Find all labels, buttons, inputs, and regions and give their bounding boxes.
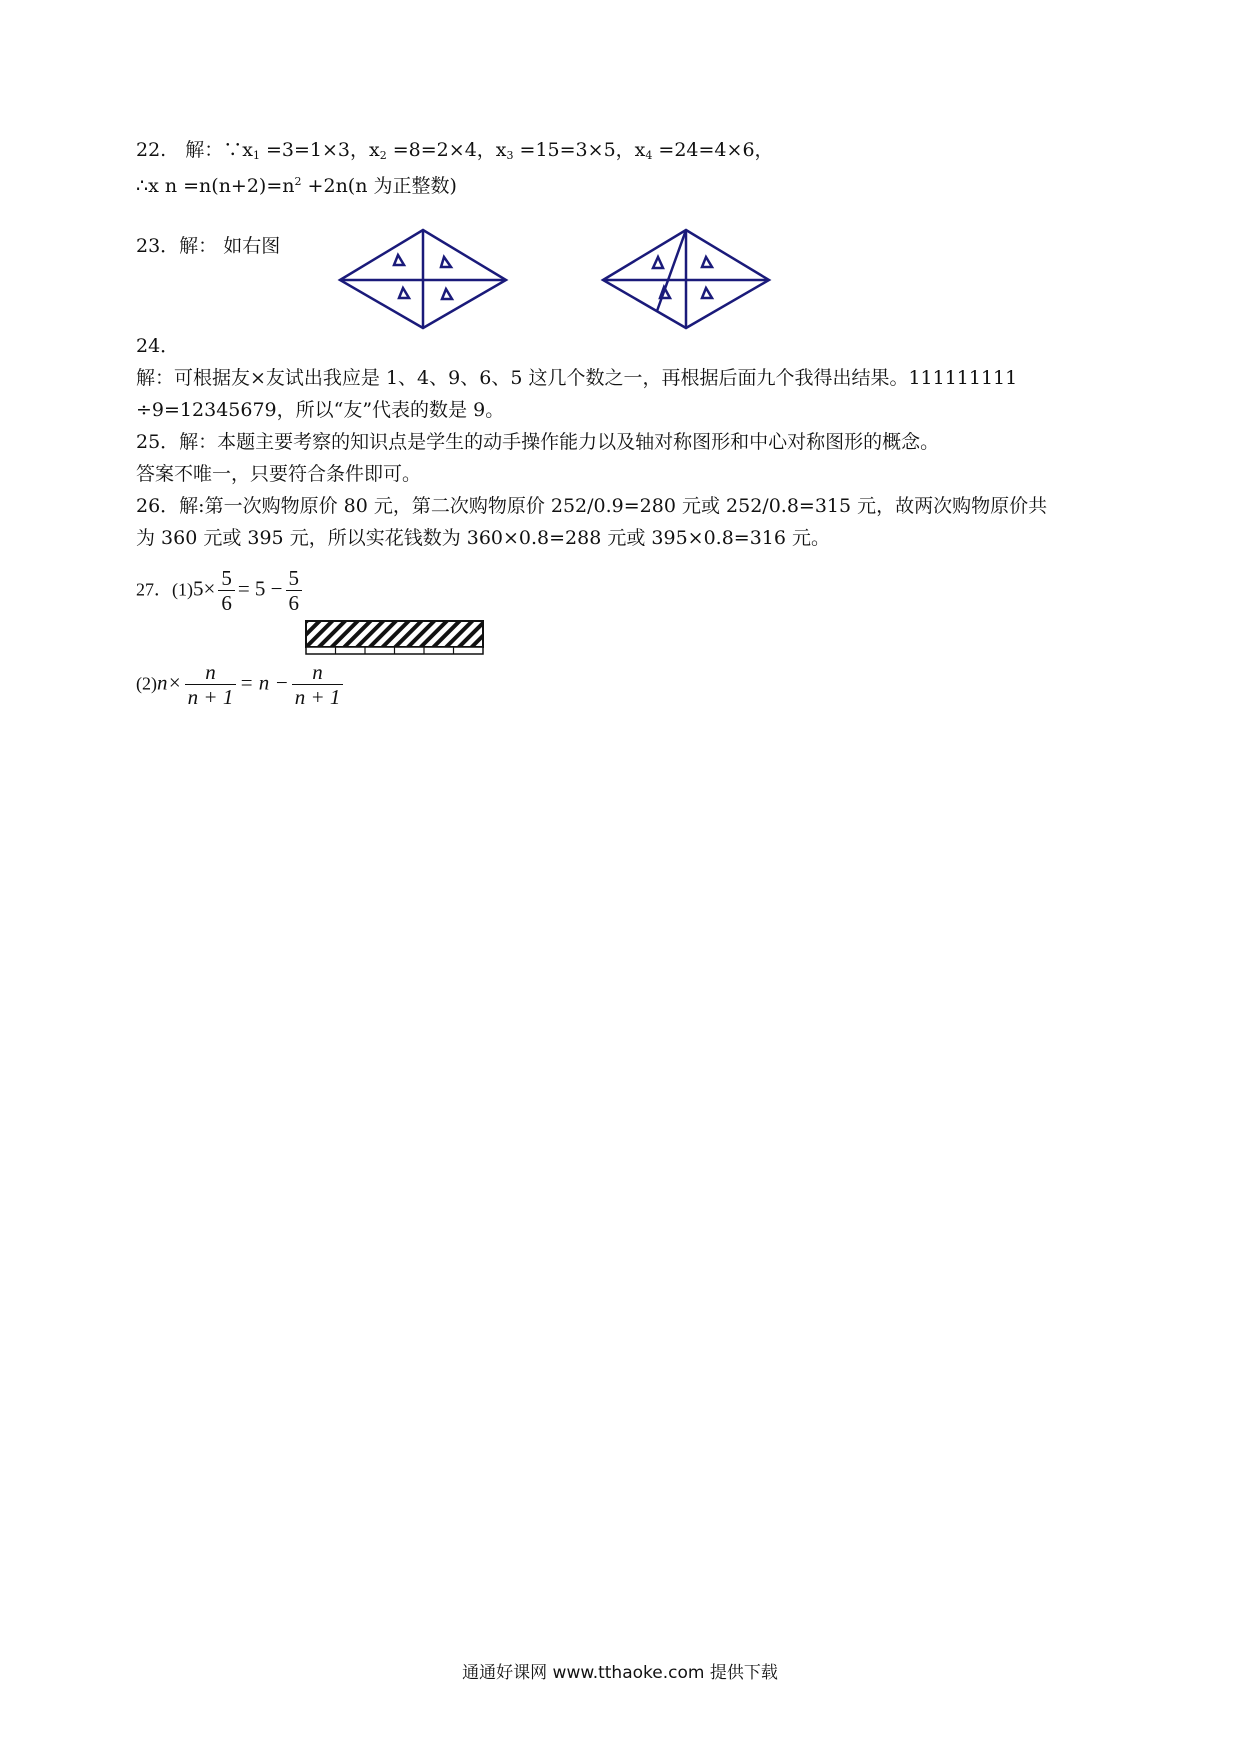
q27-p2-den2: n + 1 xyxy=(292,684,344,709)
q22-line2-sup: 2 xyxy=(294,175,302,188)
hatched-bar-diagram xyxy=(305,620,485,660)
triangle-mark-br2 xyxy=(702,288,712,298)
q27-p2-fraction2 xyxy=(292,660,344,709)
page-footer: 通通好课网 www.tthaoke.com 提供下载 xyxy=(462,1663,778,1683)
triangle-mark-tr xyxy=(441,257,451,267)
q22-line2-a: ∴x n =n(n+2)=n xyxy=(136,175,295,197)
q27-part2 xyxy=(136,660,346,709)
q22-t4: =24=4×6， xyxy=(652,139,774,161)
q22-x2-sub: 2 xyxy=(379,149,387,162)
triangle-mark-bl xyxy=(399,288,409,298)
q23-text: 23．解： 如右图 xyxy=(136,235,281,257)
rhombus-diagram-right xyxy=(603,230,773,330)
q22-t3: =15=3×5，x xyxy=(513,139,646,161)
q27-p1-a: 5× xyxy=(193,576,216,601)
q22-line2 xyxy=(136,170,457,198)
q27-p1-fraction1 xyxy=(218,566,235,615)
q27-p1-den: 6 xyxy=(218,590,235,615)
q27-part1-label: 27．(1) xyxy=(136,579,193,600)
q22-line2-b: +2n(n 为正整数) xyxy=(301,175,457,197)
q27-p2-a: n× xyxy=(157,670,182,695)
q24-number: 24． xyxy=(136,335,180,357)
q27-p2-num: n xyxy=(205,660,216,684)
triangle-mark-bl2 xyxy=(660,287,670,298)
triangle-mark-br xyxy=(442,289,452,299)
q27-p2-mid: = n − xyxy=(239,670,289,695)
q22-x1-sub: 1 xyxy=(252,149,260,162)
q27-p1-num2: 5 xyxy=(288,566,300,590)
q25-line2: 答案不唯一，只要符合条件即可。 xyxy=(136,463,422,485)
q27-part1 xyxy=(136,566,305,615)
q27-p2-num2: n xyxy=(312,660,323,684)
q22-x3-sub: 3 xyxy=(506,149,514,162)
q25-line1: 25．解：本题主要考察的知识点是学生的动手操作能力以及轴对称图形和中心对称图形的概念。 xyxy=(136,431,940,453)
q26-line2: 为 360 元或 395 元，所以实花钱数为 360×0.8=288 元或 395×0.8=316 元。 xyxy=(136,527,831,549)
q24-line2: ÷9=12345679，所以“友”代表的数是 9。 xyxy=(136,399,505,421)
q22-line1 xyxy=(136,138,774,168)
rhombus-diagram-left xyxy=(340,230,510,330)
q27-part2-label: (2) xyxy=(136,673,157,694)
q22-x4-sub: 4 xyxy=(645,149,653,162)
q27-p1-den2: 6 xyxy=(286,590,303,615)
triangle-mark-tr2 xyxy=(702,257,712,267)
q27-p2-fraction1 xyxy=(185,660,237,709)
triangle-mark-tl2 xyxy=(653,257,663,268)
q27-p1-fraction2 xyxy=(286,566,303,615)
q24-line1: 解：可根据友×友试出我应是 1、4、9、6、5 这几个数之一，再根据后面九个我得出结果。111111111 xyxy=(136,367,1018,389)
hatched-portion xyxy=(306,621,483,647)
triangle-mark-tl xyxy=(394,255,404,265)
q22-prefix: 22. 解：∵x xyxy=(136,139,253,161)
q27-p1-mid: = 5 − xyxy=(237,576,283,601)
q22-t2: =8=2×4，x xyxy=(386,139,507,161)
q27-p1-num: 5 xyxy=(221,566,232,590)
q27-p2-den: n + 1 xyxy=(185,684,237,709)
q26-line1: 26．解:第一次购物原价 80 元，第二次购物原价 252/0.9=280 元或 252/0.8=315 元，故两次购物原价共 xyxy=(136,495,1048,517)
q22-t1: =3=1×3，x xyxy=(259,139,380,161)
